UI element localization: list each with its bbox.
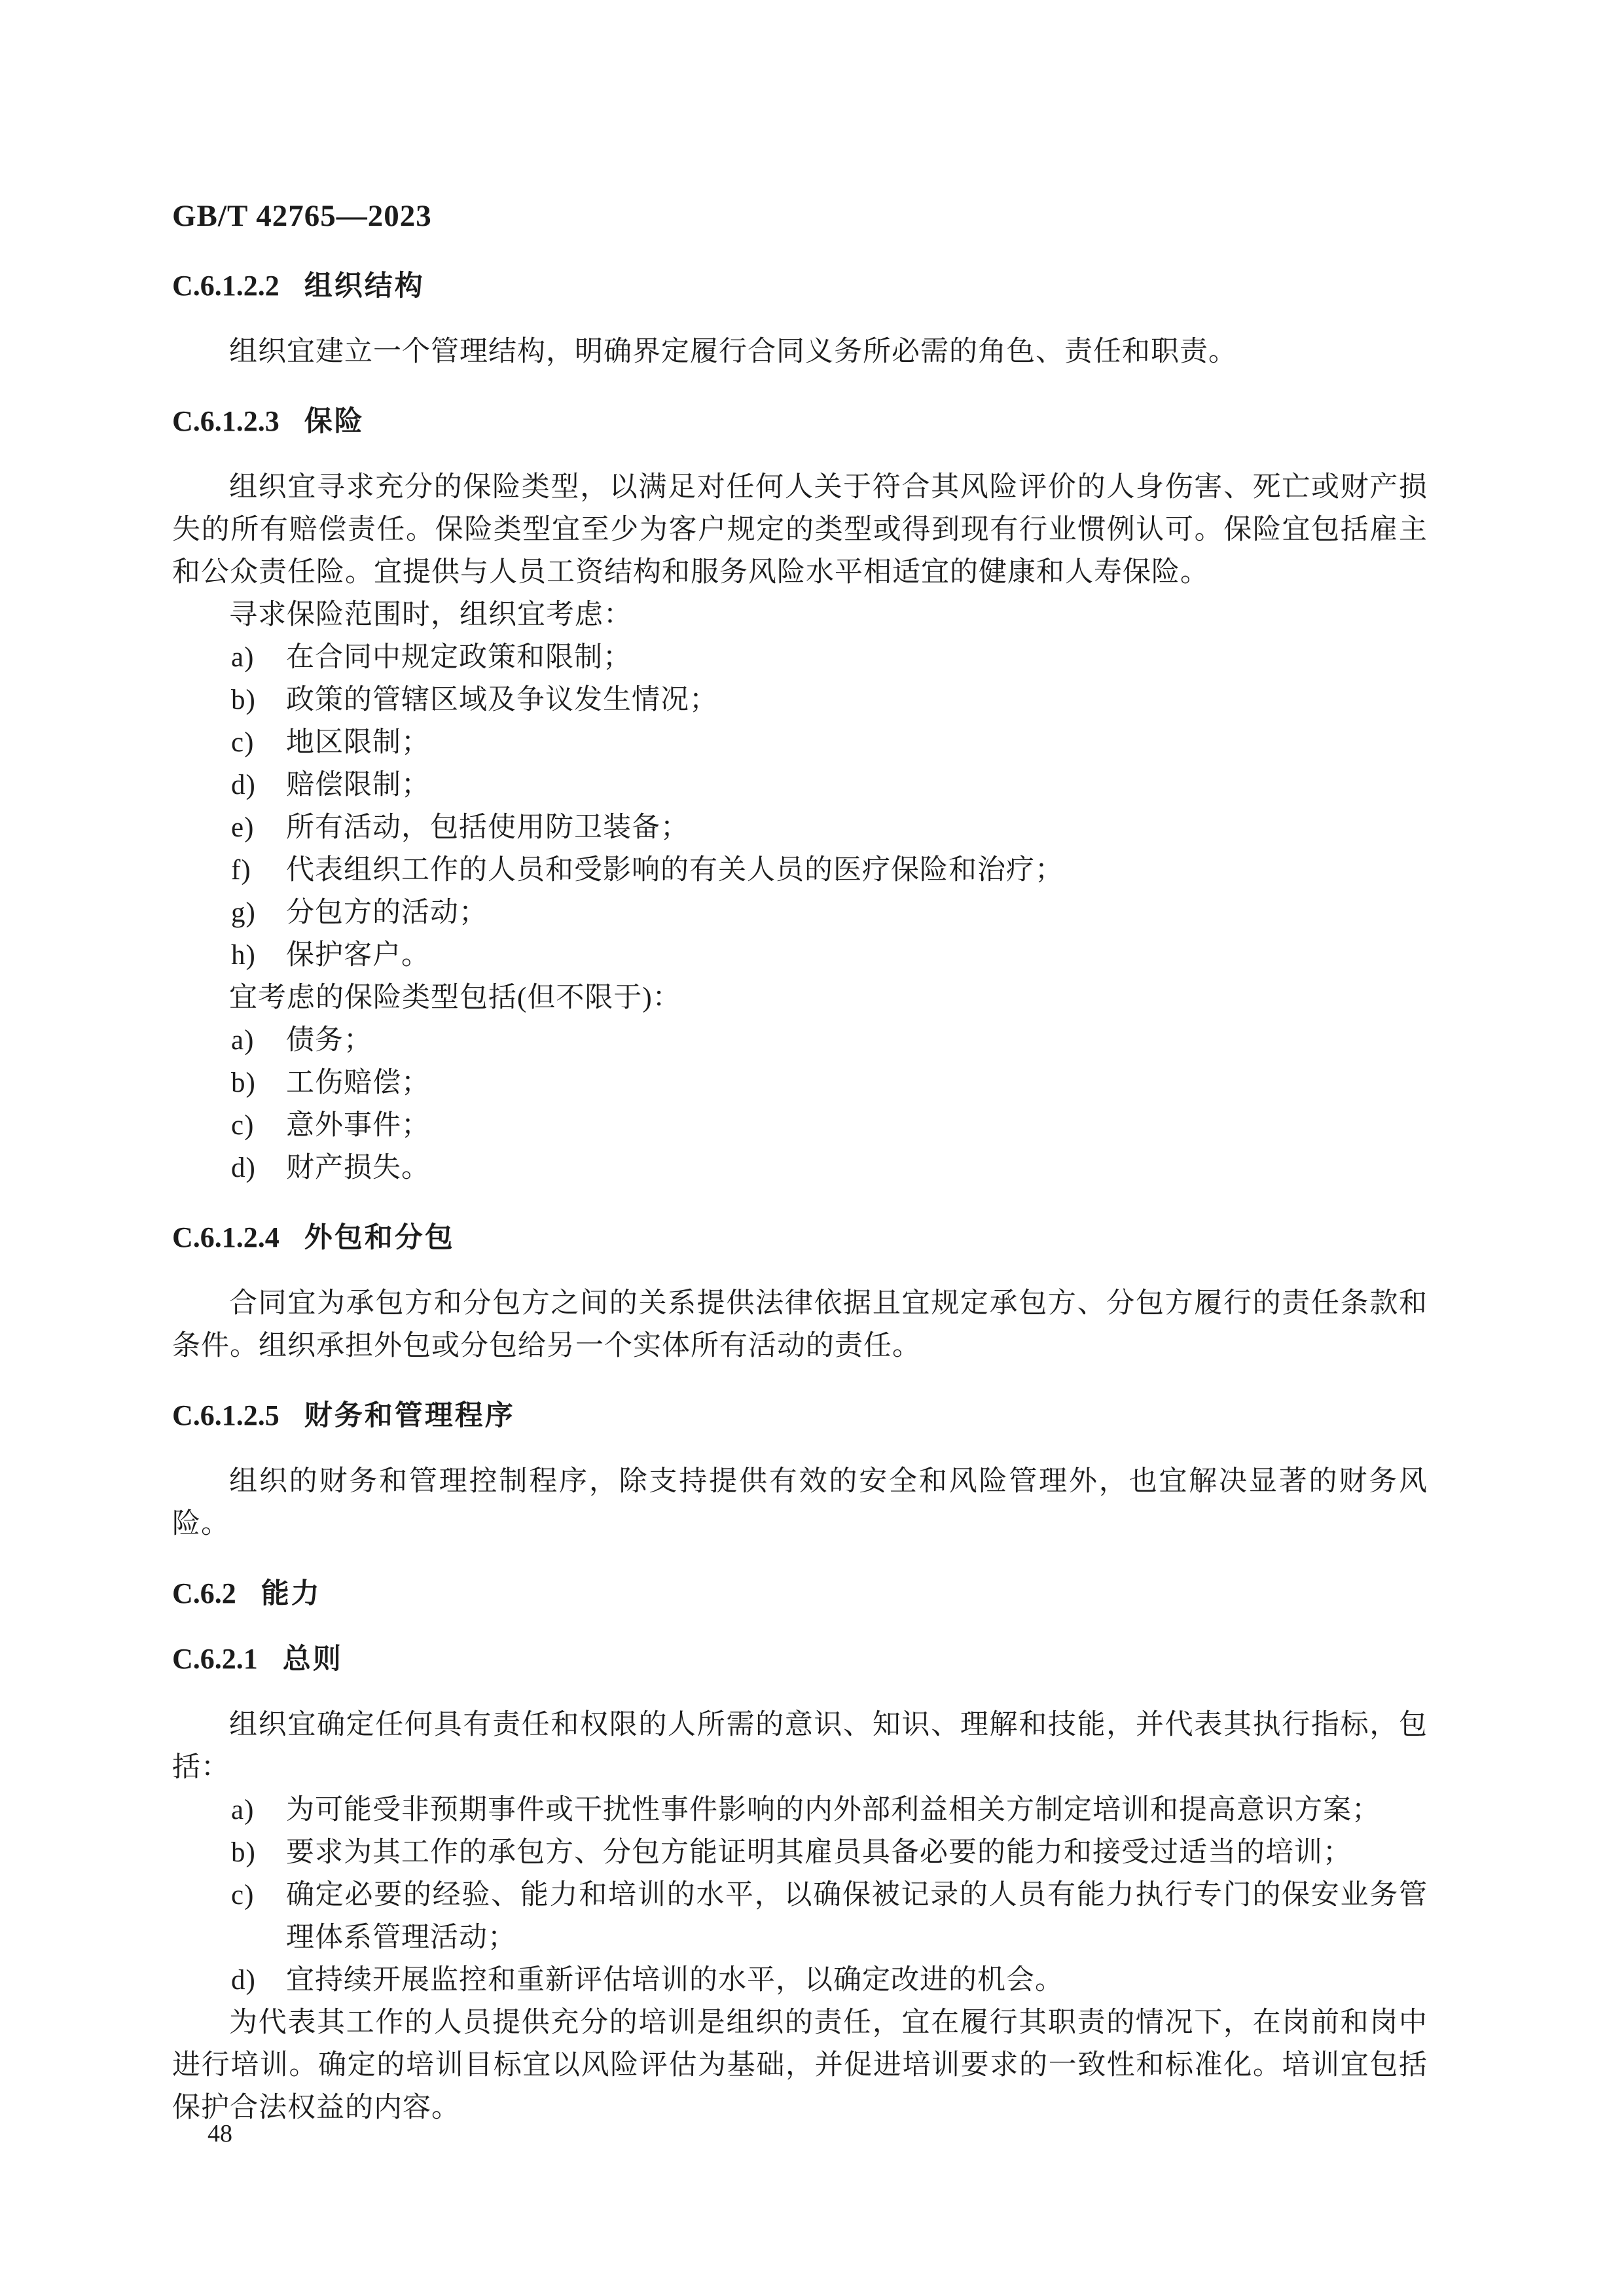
paragraph-org-structure: 组织宜建立一个管理结构，明确界定履行合同义务所必需的角色、责任和职责。 (229, 336, 1237, 367)
list-item (172, 1959, 1428, 2001)
paragraph-outsourcing: 合同宜为承包方和分包方之间的关系提供法律依据且宜规定承包方、分包方履行的责任条款和条件。组织承担外包或分包给另一个实体所有活动的责任。 (172, 1288, 1428, 1361)
insurance-type-list (172, 1019, 1428, 1189)
list-item-text: 所有活动，包括使用防卫装备； (286, 812, 689, 843)
list-item (172, 679, 1428, 721)
list-item-label: a) (231, 1025, 255, 1056)
list-item-label: c) (231, 727, 255, 758)
section-heading-c6-1-2-5 (172, 1399, 1428, 1433)
paragraph-insurance-types-lead: 宜考虑的保险类型包括(但不限于)： (229, 982, 681, 1013)
section-heading-c6-1-2-4 (172, 1221, 1428, 1255)
list-item-label: a) (231, 642, 255, 673)
list-item-text: 宜持续开展监控和重新评估培训的水平，以确定改进的机会。 (286, 1965, 1064, 1996)
list-item-text: 政策的管辖区域及争议发生情况； (286, 685, 718, 715)
list-item (172, 1147, 1428, 1189)
section-heading-c6-1-2-3 (172, 404, 1428, 439)
list-item-label: c) (231, 1110, 255, 1141)
list-item-label: f) (231, 855, 251, 886)
list-item-label: c) (231, 1880, 255, 1910)
section-title: 总则 (282, 1643, 343, 1676)
page-content (172, 195, 1428, 2129)
list-item-text: 为可能受非预期事件或干扰性事件影响的内外部利益相关方制定培训和提高意识方案； (286, 1795, 1380, 1825)
paragraph-insurance-scope-lead: 寻求保险范围时，组织宜考虑： (229, 600, 632, 630)
list-item (172, 891, 1428, 934)
list-item (172, 1104, 1428, 1147)
section-title: 保险 (304, 405, 365, 438)
list-item-label: e) (231, 812, 255, 843)
list-item-text: 财产损失。 (286, 1153, 430, 1183)
paragraph-capability-lead: 组织宜确定任何具有责任和权限的人所需的意识、知识、理解和技能，并代表其执行指标，包括： (172, 1710, 1428, 1783)
doc-code: GB/T 42765—2023 (172, 199, 432, 233)
list-item-text: 要求为其工作的承包方、分包方能证明其雇员具备必要的能力和接受过适当的培训； (286, 1837, 1352, 1868)
paragraph-training-responsibility: 为代表其工作的人员提供充分的培训是组织的责任，宜在履行其职责的情况下，在岗前和岗中进行培训。确定的培训目标宜以风险评估为基础，并促进培训要求的一致性和标准化。培训宜包括保护合法权益的内容。 (172, 2007, 1428, 2123)
list-item-text: 保护客户。 (286, 940, 430, 971)
list-item (172, 806, 1428, 849)
section-number: C.6.1.2.4 (172, 1221, 280, 1253)
list-item-label: h) (231, 940, 256, 971)
list-item (172, 1019, 1428, 1062)
list-item-label: b) (231, 1067, 256, 1098)
section-heading-c6-2-1 (172, 1642, 1428, 1676)
list-item (172, 721, 1428, 764)
list-item-text: 代表组织工作的人员和受影响的有关人员的医疗保险和治疗； (286, 855, 1064, 886)
list-item-label: d) (231, 1153, 256, 1183)
section-title: 外包和分包 (304, 1221, 455, 1254)
section-number: C.6.2.1 (172, 1643, 258, 1675)
paragraph-insurance-intro: 组织宜寻求充分的保险类型，以满足对任何人关于符合其风险评价的人身伤害、死亡或财产损失的所有赔偿责任。保险类型宜至少为客户规定的类型或得到现有行业惯例认可。保险宜包括雇主和公众责任险。宜提供与人员工资结构和服务风险水平相适宜的健康和人寿保险。 (172, 472, 1428, 588)
section-title: 能力 (261, 1577, 321, 1610)
list-item-text: 工伤赔偿； (286, 1067, 430, 1098)
list-item-text: 赔偿限制； (286, 770, 430, 800)
list-item-text: 地区限制； (286, 727, 430, 758)
list-item-text: 意外事件； (286, 1110, 430, 1141)
list-item-text: 在合同中规定政策和限制； (286, 642, 632, 673)
list-item (172, 934, 1428, 977)
section-title: 组织结构 (304, 270, 425, 302)
list-item-text: 债务； (286, 1025, 372, 1056)
capability-list (172, 1789, 1428, 2001)
paragraph-finance-procedures: 组织的财务和管理控制程序，除支持提供有效的安全和风险管理外，也宜解决显著的财务风险。 (172, 1466, 1428, 1539)
list-item (172, 1789, 1428, 1831)
list-item (172, 1062, 1428, 1104)
section-title: 财务和管理程序 (304, 1399, 515, 1432)
insurance-scope-list (172, 636, 1428, 977)
list-item-label: d) (231, 770, 256, 800)
section-heading-c6-2 (172, 1577, 1428, 1611)
list-item-label: g) (231, 897, 256, 928)
section-number: C.6.1.2.5 (172, 1399, 280, 1431)
list-item-text: 确定必要的经验、能力和培训的水平，以确保被记录的人员有能力执行专门的保安业务管理体系管理活动； (286, 1880, 1428, 1953)
list-item (172, 1874, 1428, 1959)
list-item-label: a) (231, 1795, 255, 1825)
list-item-label: d) (231, 1965, 256, 1996)
list-item-label: b) (231, 685, 256, 715)
list-item-label: b) (231, 1837, 256, 1868)
list-item (172, 636, 1428, 679)
section-heading-c6-1-2-2 (172, 269, 1428, 303)
section-number: C.6.1.2.3 (172, 405, 280, 437)
list-item (172, 764, 1428, 806)
list-item (172, 1831, 1428, 1874)
list-item-text: 分包方的活动； (286, 897, 488, 928)
section-number: C.6.2 (172, 1577, 236, 1609)
page-number: 48 (208, 2120, 232, 2147)
list-item (172, 849, 1428, 891)
section-number: C.6.1.2.2 (172, 270, 280, 302)
